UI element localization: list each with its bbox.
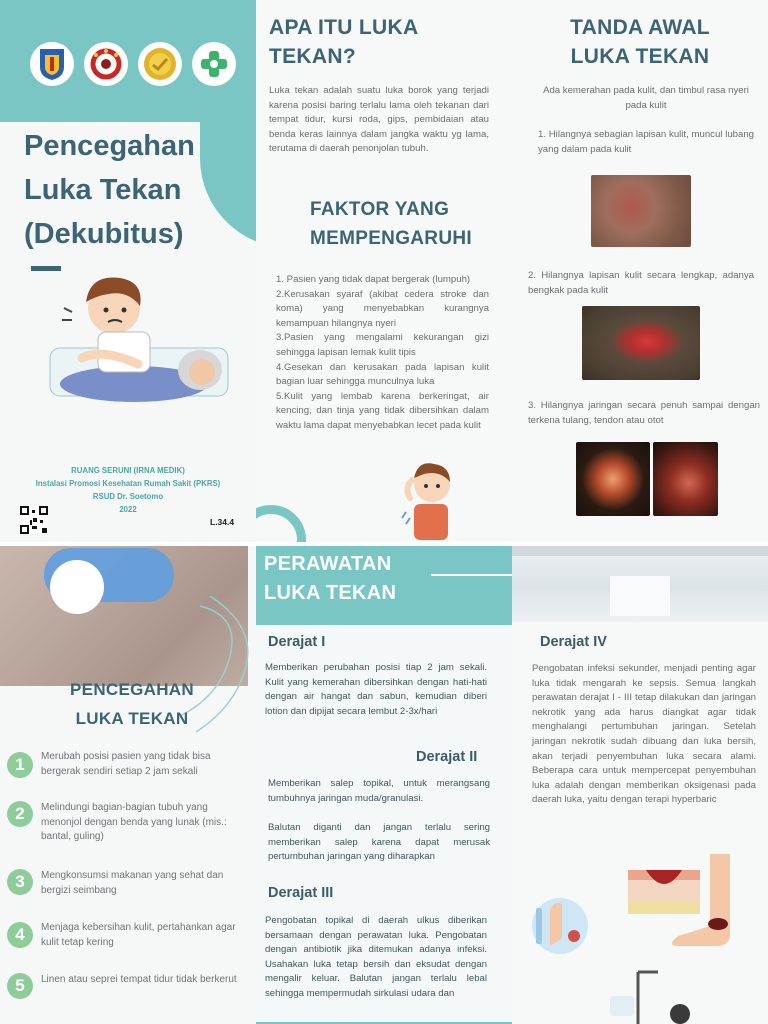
derajat-3-text: Pengobatan topikal di daerah ulkus diberikan bersamaan dengan perawatan luka. Pengobatan dengan antibiotik jika ditemukan adanya infeksi. Usahakan luka tetap bersih dan eksudat dengan mengalir keluar. Balutan jangan terlalu lebal sehingga mempermudah sirkulasi udara dan [265,915,487,999]
health-cross-logo [192,42,236,86]
heading-line: LUKA TEKAN [264,582,397,604]
prevention-item: Melindungi bagian-bagian tubuh yang menonjol dengan benda yang lunak (mis.: bantal, guling) [41,802,227,843]
wound-photo-stage2 [582,306,700,380]
corridor-ceiling [512,546,768,556]
tanda-item: 1. Hilangnya sebagian lapisan kulit, muncul lubang yang dalam pada kulit [538,129,754,155]
sweating-child-illustration [400,458,464,540]
prevention-item: Merubah posisi pasien yang tidak bisa bergerak sendiri setiap 2 jam sekali [41,751,211,777]
heading-line: PERAWATAN [264,553,392,575]
prevention-panel [0,546,256,1024]
faktor-item: 4.Gesekan dan kerusakan pada lapisan kulit bagian luar sehingga munculnya luka [276,361,489,388]
tanda-item: 2. Hilangnya lapisan kulit secara lengkap, adanya bengkak pada kulit [528,270,754,296]
wound-care-illustrations [530,846,768,1024]
step-number-badge: 4 [7,922,33,948]
tanda-intro: Ada kemerahan pada kulit, dan timbul rasa nyeri pada kulit [543,85,749,111]
faktor-item: 2.Kerusakan syaraf (akibat cedera stroke dan koma) yang menyebabkan kurangnya kemampuan hilangnya nyeri [276,288,489,329]
heading-line: TEKAN? [269,45,356,68]
title-underline [31,266,61,271]
derajat-2-title: Derajat II [416,749,478,765]
heading-line: APA ITU LUKA [269,16,419,39]
wound-photo-stage3b [653,442,718,516]
decor-ring [256,505,306,542]
footer-line: RSUD Dr. Soetomo [92,492,164,501]
perawatan-heading [264,550,464,608]
prevention-item: Linen atau seprei tempat tidur tidak berkerut [41,974,237,985]
step-number-badge: 3 [7,869,33,895]
treatment-panel [256,546,512,1024]
cotton-pad [50,560,104,614]
step-number-badge: 5 [7,973,33,999]
cover-title [24,124,234,256]
step-number-badge: 2 [7,801,33,827]
derajat-1-title: Derajat I [268,634,326,650]
tanda-heading [512,13,768,71]
faktor-item: 1. Pasien yang tidak dapat bergerak (lumpuh) [276,274,471,285]
stage4-panel [512,546,768,1024]
footer-line: Instalasi Promosi Kesehatan Rumah Sakit (PKRS) [35,479,221,488]
derajat-3-title: Derajat III [268,885,334,901]
heading-line: PENCEGAHAN [70,680,194,699]
corridor-light [610,576,670,616]
derajat-1-text: Memberikan perubahan posisi tiap 2 jam sekali. Kulit yang kemerahan dibersihkan dengan hati-hati dengan air hangat dan sabun, kemudian diberi lotion dan dipijat secara lembut 2-3x/hari [265,662,487,717]
cover-title-line: Pencegahan [24,130,195,162]
derajat-4-title: Derajat IV [540,634,607,650]
heading-line: FAKTOR YANG [310,199,450,220]
qr-code [20,506,48,534]
apa-itu-text: Luka tekan adalah suatu luka borok yang terjadi karena posisi baring terlalu lama oleh tekanan dari tempat tidur, kursi roda, gips, pembidaian atau benda keras lainnya dalam jangka waktu yg lama, terutama di daerah penonjolan tubuh. [269,85,489,155]
footer-line: RUANG SERUNI (IRNA MEDIK) [71,466,185,475]
jatim-logo [30,42,74,86]
pencegahan-heading [0,675,256,733]
cover-title-line: Luka Tekan [24,174,182,206]
cover-panel [0,0,256,542]
treatment-card [256,625,512,1022]
prevention-item: Mengkonsumsi makanan yang sehat dan bergizi seimbang [41,870,224,896]
gold-seal-logo [138,42,182,86]
heading-rule [431,574,512,576]
prevention-item: Menjaga kebersihan kulit, pertahankan agar kulit tetap kering [41,922,236,948]
cover-title-line: (Dekubitus) [24,218,184,250]
heading-line: LUKA TEKAN [570,45,710,68]
faktor-heading [310,195,510,253]
wound-photo-stage3a [576,442,650,516]
leaflet-code: L.34.4 [210,517,235,527]
step-number-badge: 1 [7,752,33,778]
faktor-list [276,273,489,434]
footer-line: 2022 [119,505,137,514]
heading-line: TANDA AWAL [570,16,710,39]
tanda-item: 3. Hilangnya jaringan secara penuh sampai dengan terkena tulang, tendon atau otot [528,400,760,426]
rsud-logo [84,42,128,86]
apa-itu-heading [269,13,469,71]
signs-panel [512,0,768,542]
wound-photo-stage1 [591,175,691,247]
derajat-2-text: Memberikan salep topikal, untuk merangsang tumbuhnya jaringan muda/granulasi. [268,778,490,804]
definition-panel [256,0,512,542]
heading-line: MEMPENGARUHI [310,228,472,249]
faktor-item: 5.Kulit yang lembab karena berkeringat, air kencing, dan tinja yang tidak dibersihkan dalam waktu lama dapat menyebabkan lecet pada kulit [276,390,489,431]
derajat-4-text: Pengobatan infeksi sekunder, menjadi penting agar luka tidak mengarah ke sepsis. Semua langkah perawatan derajat I - III tetap dilakukan dan jaringan nekrotik yang ada harus diangkat agar tidak menghalangi pertumbuhan jaringan. Setelah jaringan nekrotik sudah dibuang dan luka bersih, akan terjadi penyembuhan luka secara alami. Beberapa cara untuk mempercepat penyembuhan luka adalah dengan memberikan oksigenasi pada daerah luka, yaitu dengan terapi hyperbaric [532,663,756,806]
caregiver-patient-illustration [42,272,232,422]
hospital-corridor-photo [512,546,768,622]
derajat-2-text: Balutan diganti dan jangan terlalu sering memberikan salep karena dapat merusak pertumbuhan jaringan yang diharapkan [268,822,490,863]
faktor-item: 3.Pasien yang mengalami kekurangan gizi sehingga lapisan lemak kulit tipis [276,332,489,358]
heading-line: LUKA TEKAN [75,709,189,728]
